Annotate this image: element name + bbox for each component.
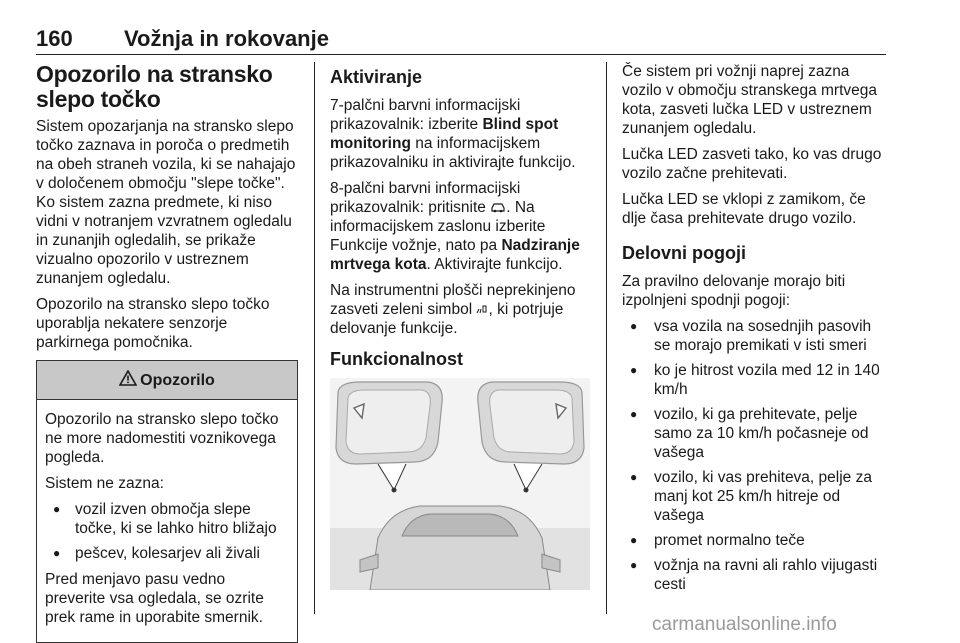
paragraph: Pred menjavo pasu vedno preverite vsa ogledala, se ozrite prek rame in uporabite smernik. <box>45 571 264 626</box>
paragraph: Sistem ne zazna: <box>45 475 164 492</box>
ui-term: Nadziranje mrtvega kota <box>330 237 580 273</box>
list-item: ● vožnja na ravni ali rahlo vijugasti cesti <box>622 556 888 594</box>
column-divider <box>314 62 315 614</box>
column-3 <box>622 62 888 601</box>
paragraph: Če sistem pri vožnji naprej zazna vozilo v območju stranskega mrtvega kota, zasveti lučka LED v ustreznem zunanjem ogledalu. <box>622 63 878 137</box>
column-divider <box>606 62 607 614</box>
paragraph: Lučka LED se vklopi z zamikom, če dlje časa prehitevate drugo vozilo. <box>622 191 866 227</box>
text: . Aktivirajte funkcijo. <box>426 256 563 273</box>
ui-term: Blind spot monitoring <box>330 116 559 152</box>
text: . Na informacijskem zaslonu izberite Funkcije vožnje, nato pa <box>330 199 546 254</box>
column-1 <box>36 62 298 643</box>
page-number: 160 <box>36 26 73 51</box>
warning-body <box>37 400 297 642</box>
paragraph: Opozorilo na stransko slepo točko uporablja nekatere senzorje parkirnega pomočnika. <box>36 296 270 351</box>
warning-triangle-icon <box>119 370 137 391</box>
text: na informacijskem prikazovalniku in aktivirajte funkcijo. <box>330 135 576 171</box>
list-item: ● vsa vozila na sosednjih pasovih se morajo premikati v isti smeri <box>622 317 888 355</box>
list-item: ● promet normalno teče <box>622 531 888 550</box>
paragraph: Lučka LED zasveti tako, ko vas drugo vozilo začne prehitevati. <box>622 146 882 182</box>
list-item: ● vozil izven območja slepe točke, ki se lahko hitro bližajo <box>45 500 289 538</box>
paragraph: Sistem opozarjanja na stransko slepo točko zaznava in poroča o predmetih na obeh straneh vozila, ki se nahajajo v določenem območju "slepe točke". Ko sistem zazna predmete, ki niso vidni v notranjem vzvratnem ogledalu in zunanjih ogledalih, se prikaže vizualno opozorilo v ustreznem zunanjem ogledalu. <box>36 118 296 287</box>
text: 7-palčni barvni informacijski prikazovalnik: izberite <box>330 97 521 133</box>
warning-box <box>36 360 298 643</box>
subsection-title: Funkcionalnost <box>330 349 464 369</box>
paragraph <box>330 179 590 274</box>
list-item: ● pešcev, kolesarjev ali živali <box>45 544 289 563</box>
text: , ki potrjuje delovanje funkcije. <box>330 301 564 337</box>
column-2 <box>330 62 590 590</box>
subsection-title: Aktiviranje <box>330 67 423 87</box>
subsection-title: Delovni pogoji <box>622 243 746 263</box>
blind-spot-symbol-icon <box>476 301 488 318</box>
list-item: ● ko je hitrost vozila med 12 in 140 km/h <box>622 361 888 399</box>
list-item: ● vozilo, ki ga prehitevate, pelje samo za 10 km/h počasneje od vašega <box>622 405 888 462</box>
paragraph <box>330 96 590 172</box>
chapter-title: Vožnja in rokovanje <box>124 26 329 51</box>
warning-list <box>45 500 289 563</box>
mirror-illustration <box>330 378 590 590</box>
paragraph <box>330 281 590 338</box>
section-title: Opozorilo na stransko slepo točko <box>36 61 273 112</box>
car-settings-icon <box>490 199 506 216</box>
watermark: carmanualsonline.info <box>652 614 837 635</box>
conditions-list <box>622 317 888 594</box>
paragraph: Opozorilo na stransko slepo točko ne more nadomestiti voznikovega pogleda. <box>45 411 279 466</box>
warning-title: Opozorilo <box>140 371 215 389</box>
text: 8-palčni barvni informacijski prikazovalnik: pritisnite <box>330 180 521 216</box>
list-item: ● vozilo, ki vas prehiteva, pelje za manj kot 25 km/h hitreje od vašega <box>622 468 888 525</box>
page-header <box>36 24 886 55</box>
paragraph: Za pravilno delovanje morajo biti izpolnjeni spodnji pogoji: <box>622 273 846 309</box>
warning-header <box>37 361 297 400</box>
text: Na instrumentni plošči neprekinjeno zasveti zeleni simbol <box>330 282 576 318</box>
